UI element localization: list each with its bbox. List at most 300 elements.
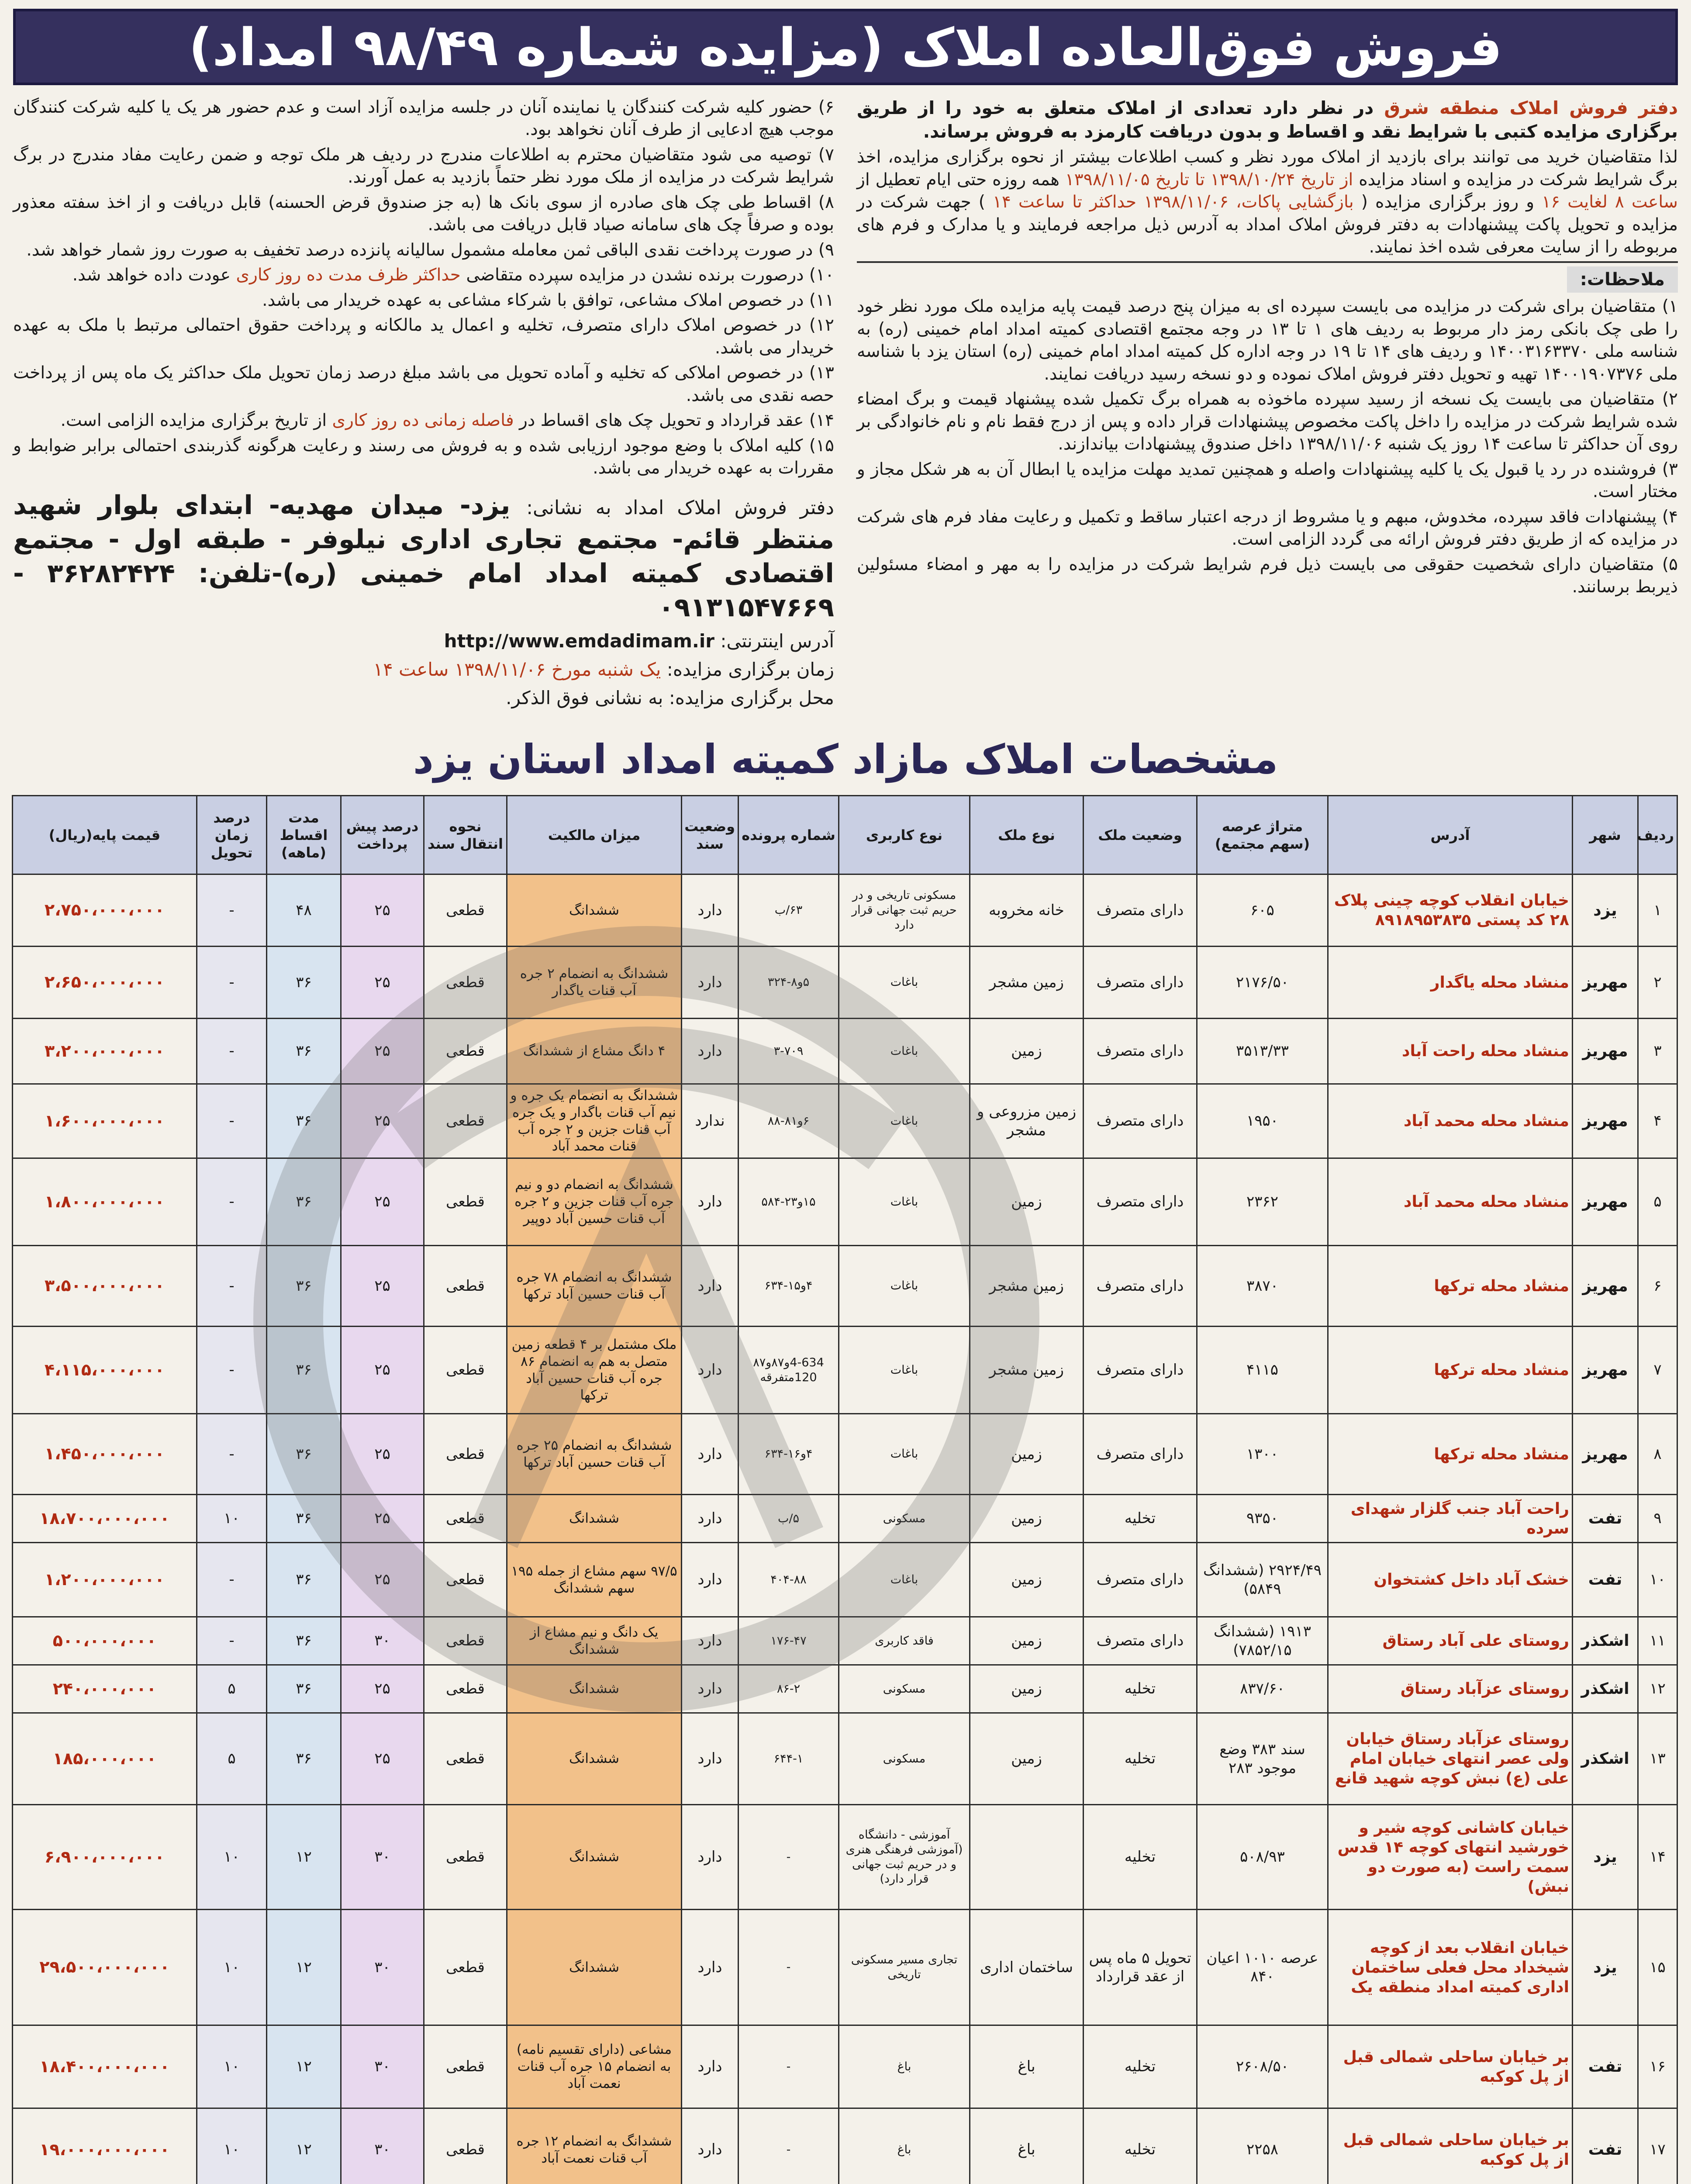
cell-n: ۶ bbox=[1638, 1246, 1677, 1327]
cell-n: ۱۱ bbox=[1638, 1617, 1677, 1665]
column-header: قیمت پایه(ریال) bbox=[13, 796, 197, 874]
cell-transfer: قطعی bbox=[424, 1665, 507, 1713]
cell-status: تخلیه bbox=[1084, 1805, 1197, 1910]
cell-status: دارای متصرف bbox=[1084, 947, 1197, 1019]
cell-type: زمین مزروعی و مشجر bbox=[970, 1084, 1084, 1158]
cell-pre: ۳۰ bbox=[341, 1910, 424, 2025]
cell-deliv: ۱۰ bbox=[197, 2025, 267, 2108]
cell-pre: ۲۵ bbox=[341, 1543, 424, 1617]
term-14-b: از تاریخ برگزاری مزایده الزامی است. bbox=[60, 411, 327, 431]
cell-city: مهریز bbox=[1573, 1414, 1638, 1495]
term-14 bbox=[13, 409, 834, 432]
cell-pre: ۲۵ bbox=[341, 1019, 424, 1084]
cell-n: ۱۴ bbox=[1638, 1805, 1677, 1910]
cell-status: دارای متصرف bbox=[1084, 1543, 1197, 1617]
note-3: ۳) فروشنده در رد یا قبول یک یا کلیه پیشنهادات واصله و همچنین تمدید مهلت مزایده یا ابطال آن به هر شکل مجاز و مختار است. bbox=[857, 459, 1678, 502]
column-header: درصد پیش پرداخت bbox=[341, 796, 424, 874]
table-row bbox=[13, 1158, 1677, 1246]
cell-addr: منشاد محله راحت آباد bbox=[1328, 1019, 1573, 1084]
cell-own: ششدانگ bbox=[507, 1805, 682, 1910]
cell-pre: ۲۵ bbox=[341, 1665, 424, 1713]
cell-use: فاقد کاربری bbox=[839, 1617, 970, 1665]
cell-area: ۳۸۷۰ bbox=[1197, 1246, 1328, 1327]
cell-addr: خشک آباد داخل کشتخوان bbox=[1328, 1543, 1573, 1617]
cell-transfer: قطعی bbox=[424, 2108, 507, 2184]
cell-deed: دارد bbox=[682, 2025, 739, 2108]
table-row bbox=[13, 1543, 1677, 1617]
cell-pre: ۲۵ bbox=[341, 947, 424, 1019]
cell-deliv: - bbox=[197, 1327, 267, 1414]
cell-addr: منشاد محله محمد آباد bbox=[1328, 1158, 1573, 1246]
cell-type: باغ bbox=[970, 2025, 1084, 2108]
cell-pre: ۲۵ bbox=[341, 1084, 424, 1158]
cell-n: ۲ bbox=[1638, 947, 1677, 1019]
cell-city: مهریز bbox=[1573, 1019, 1638, 1084]
cell-pre: ۲۵ bbox=[341, 1713, 424, 1805]
cell-addr: روستای عزآباد رستاق خیابان ولی عصر انتهای خیابان امام علی (ع) نبش کوچه شهید قانع bbox=[1328, 1713, 1573, 1805]
table-title: مشخصات املاک مازاد کمیته امداد استان یزد bbox=[413, 736, 1278, 783]
cell-deliv: ۱۰ bbox=[197, 1805, 267, 1910]
cell-file: ۶۴۴-۱ bbox=[739, 1713, 839, 1805]
cell-city: مهریز bbox=[1573, 1246, 1638, 1327]
cell-type: باغ bbox=[970, 2108, 1084, 2184]
cell-months: ۱۲ bbox=[267, 2108, 341, 2184]
cell-own: ششدانگ به انضمام دو و نیم جره آب قنات جزین و ۲ جره آب قنات حسین آباد دوپیر bbox=[507, 1158, 682, 1246]
cell-deed: دارد bbox=[682, 1543, 739, 1617]
cell-type: زمین bbox=[970, 1543, 1084, 1617]
table-row bbox=[13, 2108, 1677, 2184]
cell-price: ۱۸،۴۰۰،۰۰۰،۰۰۰ bbox=[13, 2025, 197, 2108]
cell-price: ۶،۹۰۰،۰۰۰،۰۰۰ bbox=[13, 1805, 197, 1910]
intro-rest: در نظر دارد تعدادی از املاک متعلق به خود را از طریق برگزاری مزایده کتبی با شرایط نقد و اقساط و بدون دریافت کارمزد به فروش برساند. bbox=[857, 97, 1678, 142]
intro-paragraph-2 bbox=[857, 146, 1678, 258]
cell-months: ۴۸ bbox=[267, 874, 341, 947]
cell-price: ۲،۷۵۰،۰۰۰،۰۰۰ bbox=[13, 874, 197, 947]
cell-deed: دارد bbox=[682, 1910, 739, 2025]
cell-deliv: ۵ bbox=[197, 1713, 267, 1805]
cell-months: ۳۶ bbox=[267, 1665, 341, 1713]
cell-pre: ۳۰ bbox=[341, 2025, 424, 2108]
cell-transfer: قطعی bbox=[424, 1910, 507, 2025]
cell-price: ۱،۸۰۰،۰۰۰،۰۰۰ bbox=[13, 1158, 197, 1246]
cell-deed: دارد bbox=[682, 2108, 739, 2184]
cell-use: باغات bbox=[839, 1543, 970, 1617]
cell-transfer: قطعی bbox=[424, 947, 507, 1019]
property-table-wrap bbox=[13, 795, 1678, 2184]
cell-area: ۶۰۵ bbox=[1197, 874, 1328, 947]
cell-use: باغات bbox=[839, 1084, 970, 1158]
cell-status: دارای متصرف bbox=[1084, 1246, 1197, 1327]
cell-deed: دارد bbox=[682, 874, 739, 947]
cell-status: تخلیه bbox=[1084, 2025, 1197, 2108]
cell-n: ۱۵ bbox=[1638, 1910, 1677, 2025]
cell-price: ۱،۴۵۰،۰۰۰،۰۰۰ bbox=[13, 1414, 197, 1495]
cell-area: ۸۳۷/۶۰ bbox=[1197, 1665, 1328, 1713]
table-row bbox=[13, 1327, 1677, 1414]
cell-status: تخلیه bbox=[1084, 2108, 1197, 2184]
cell-area: ۹۳۵۰ bbox=[1197, 1495, 1328, 1543]
cell-use: باغات bbox=[839, 1019, 970, 1084]
intro-p2-c: و روز برگزاری مزایده ( bbox=[1361, 192, 1535, 212]
cell-area: ۳۵۱۳/۳۳ bbox=[1197, 1019, 1328, 1084]
contact-time bbox=[13, 657, 834, 681]
cell-type: زمین مشجر bbox=[970, 1246, 1084, 1327]
time-value: یک شنبه مورخ ۱۳۹۸/۱۱/۰۶ ساعت ۱۴ bbox=[373, 658, 661, 680]
cell-city: تفت bbox=[1573, 1543, 1638, 1617]
cell-months: ۳۶ bbox=[267, 1246, 341, 1327]
cell-file: ۶۳/ب bbox=[739, 874, 839, 947]
cell-city: یزد bbox=[1573, 1910, 1638, 2025]
column-header: وضعیت سند bbox=[682, 796, 739, 874]
cell-months: ۳۶ bbox=[267, 1158, 341, 1246]
cell-area: ۲۱۷۶/۵۰ bbox=[1197, 947, 1328, 1019]
table-row bbox=[13, 1805, 1677, 1910]
cell-transfer: قطعی bbox=[424, 1327, 507, 1414]
term-10-b: عودت داده خواهد شد. bbox=[72, 265, 231, 285]
cell-own: ششدانگ bbox=[507, 1495, 682, 1543]
cell-pre: ۳۰ bbox=[341, 1617, 424, 1665]
cell-file: - bbox=[739, 1805, 839, 1910]
cell-own: ششدانگ به انضمام ۲۵ جره آب قنات حسین آباد ترکها bbox=[507, 1414, 682, 1495]
cell-addr: منشاد محله ترکها bbox=[1328, 1246, 1573, 1327]
cell-city: مهریز bbox=[1573, 1084, 1638, 1158]
cell-price: ۵۰۰،۰۰۰،۰۰۰ bbox=[13, 1617, 197, 1665]
cell-deed: دارد bbox=[682, 1805, 739, 1910]
cell-deliv: - bbox=[197, 1084, 267, 1158]
top-text-area bbox=[13, 96, 1678, 721]
cell-pre: ۲۵ bbox=[341, 874, 424, 947]
column-header: وضعیت ملک bbox=[1084, 796, 1197, 874]
cell-transfer: قطعی bbox=[424, 1617, 507, 1665]
term-11: ۱۱) در خصوص املاک مشاعی، توافق با شرکاء مشاعی به عهده خریدار می باشد. bbox=[262, 290, 834, 310]
cell-status: تخلیه bbox=[1084, 1495, 1197, 1543]
cell-file: ۸۶-۲ bbox=[739, 1665, 839, 1713]
table-row bbox=[13, 1246, 1677, 1327]
cell-addr: راحت آباد جنب گلزار شهدای سرده bbox=[1328, 1495, 1573, 1543]
cell-file: ۵و۸-۳۲۴ bbox=[739, 947, 839, 1019]
cell-file: - bbox=[739, 2108, 839, 2184]
cell-file: ۱۵و۲۳-۵۸۴ bbox=[739, 1158, 839, 1246]
cell-price: ۲۹،۵۰۰،۰۰۰،۰۰۰ bbox=[13, 1910, 197, 2025]
term-9: ۹) در صورت پرداخت نقدی الباقی ثمن معامله مشمول سالیانه پانزده درصد تخفیف به صورت روز شمار خواهد شد. bbox=[26, 240, 834, 260]
cell-type: ساختمان اداری bbox=[970, 1910, 1084, 2025]
cell-file: - bbox=[739, 1910, 839, 2025]
cell-transfer: قطعی bbox=[424, 1495, 507, 1543]
cell-use: مسکونی bbox=[839, 1665, 970, 1713]
cell-deed: دارد bbox=[682, 1327, 739, 1414]
cell-type: زمین bbox=[970, 1414, 1084, 1495]
cell-file: ۱۷۶-۴۷ bbox=[739, 1617, 839, 1665]
cell-file: 4-634و۸۷و۸۷ 120متفرقه bbox=[739, 1327, 839, 1414]
cell-status: دارای متصرف bbox=[1084, 874, 1197, 947]
cell-area: ۱۹۵۰ bbox=[1197, 1084, 1328, 1158]
cell-addr: منشاد محله ترکها bbox=[1328, 1327, 1573, 1414]
cell-price: ۳،۵۰۰،۰۰۰،۰۰۰ bbox=[13, 1246, 197, 1327]
column-header: نوع کاربری bbox=[839, 796, 970, 874]
cell-deliv: ۵ bbox=[197, 1665, 267, 1713]
cell-type: زمین bbox=[970, 1158, 1084, 1246]
cell-n: ۳ bbox=[1638, 1019, 1677, 1084]
cell-addr: بر خیابان ساحلی شمالی قبل از پل کوکبه bbox=[1328, 2108, 1573, 2184]
cell-city: مهریز bbox=[1573, 1158, 1638, 1246]
cell-addr: روستای علی آباد رستاق bbox=[1328, 1617, 1573, 1665]
cell-city: مهریز bbox=[1573, 947, 1638, 1019]
cell-months: ۳۶ bbox=[267, 1713, 341, 1805]
cell-area: ۱۹۱۳ (ششدانگ ۷۸۵۲/۱۵) bbox=[1197, 1617, 1328, 1665]
cell-file: ۵/ب bbox=[739, 1495, 839, 1543]
cell-deed: دارد bbox=[682, 1495, 739, 1543]
cell-city: تفت bbox=[1573, 1495, 1638, 1543]
cell-deed: دارد bbox=[682, 1246, 739, 1327]
cell-type: زمین bbox=[970, 1495, 1084, 1543]
cell-deed: دارد bbox=[682, 1414, 739, 1495]
intro-p2-a: لذا متقاضیان خرید می توانند برای بازدید از املاک مورد نظر و کسب اطلاعات بیشتر از نحوه برگزاری مزایده، اخذ برگ شرایط شرکت در مزایده و اسناد مزایده bbox=[857, 147, 1678, 190]
column-header: میزان مالکیت bbox=[507, 796, 682, 874]
cell-use: مسکونی bbox=[839, 1713, 970, 1805]
terms-column bbox=[13, 96, 834, 721]
site-link[interactable]: http://www.emdadimam.ir bbox=[444, 630, 714, 652]
contact-block bbox=[13, 488, 834, 710]
cell-price: ۱۹،۰۰۰،۰۰۰،۰۰۰ bbox=[13, 2108, 197, 2184]
cell-city: مهریز bbox=[1573, 1327, 1638, 1414]
cell-area: ۲۳۶۲ bbox=[1197, 1158, 1328, 1246]
cell-type: زمین bbox=[970, 1617, 1084, 1665]
intro-p2-open: بازگشایی پاکات، ۱۳۹۸/۱۱/۰۶ حداکثر تا ساعت ۱۴ bbox=[992, 192, 1354, 212]
term-10-hl: حداکثر ظرف مدت ده روز کاری bbox=[236, 265, 461, 285]
term-14-a: ۱۴) عقد قرارداد و تحویل چک های اقساط در bbox=[519, 411, 834, 431]
cell-months: ۳۶ bbox=[267, 1414, 341, 1495]
contact-site bbox=[13, 629, 834, 653]
cell-transfer: قطعی bbox=[424, 874, 507, 947]
cell-months: ۳۶ bbox=[267, 1084, 341, 1158]
cell-use: باغات bbox=[839, 1414, 970, 1495]
table-row bbox=[13, 1414, 1677, 1495]
cell-deliv: - bbox=[197, 1158, 267, 1246]
cell-months: ۳۶ bbox=[267, 1327, 341, 1414]
cell-own: ملک مشتمل بر ۴ قطعه زمین متصل به هم به انضمام ۸۶ جره آب قنات حسین آباد ترکها bbox=[507, 1327, 682, 1414]
cell-addr: منشاد محله ترکها bbox=[1328, 1414, 1573, 1495]
cell-own: ششدانگ bbox=[507, 874, 682, 947]
cell-use: مسکونی bbox=[839, 1495, 970, 1543]
cell-use: آموزشی - دانشگاه (آموزشی فرهنگی هنری و در حریم ثبت جهانی قرار دارد) bbox=[839, 1805, 970, 1910]
column-header: نحوه انتقال سند bbox=[424, 796, 507, 874]
contact-place bbox=[13, 686, 834, 710]
term-10 bbox=[13, 264, 834, 286]
cell-status: دارای متصرف bbox=[1084, 1158, 1197, 1246]
cell-deed: ندارد bbox=[682, 1084, 739, 1158]
cell-n: ۱۶ bbox=[1638, 2025, 1677, 2108]
cell-deliv: - bbox=[197, 947, 267, 1019]
cell-price: ۱،۲۰۰،۰۰۰،۰۰۰ bbox=[13, 1543, 197, 1617]
cell-status: دارای متصرف bbox=[1084, 1084, 1197, 1158]
cell-deliv: - bbox=[197, 1414, 267, 1495]
cell-deed: دارد bbox=[682, 1158, 739, 1246]
cell-price: ۱،۶۰۰،۰۰۰،۰۰۰ bbox=[13, 1084, 197, 1158]
cell-type: زمین bbox=[970, 1019, 1084, 1084]
column-header: ردیف bbox=[1638, 796, 1677, 874]
cell-area: عرصه ۱۰۱۰ اعیان ۸۴۰ bbox=[1197, 1910, 1328, 2025]
term-12: ۱۲) در خصوص املاک دارای متصرف، تخلیه و اعمال ید مالکانه و پرداخت حقوق احتمالی مرتبط با ملک به عهده خریدار می باشد. bbox=[13, 315, 834, 358]
cell-file: ۳-۷۰۹ bbox=[739, 1019, 839, 1084]
cell-deliv: - bbox=[197, 1617, 267, 1665]
cell-area: ۵۰۸/۹۳ bbox=[1197, 1805, 1328, 1910]
cell-use: مسکونی تاریخی و در حریم ثبت جهانی قرار دارد bbox=[839, 874, 970, 947]
cell-months: ۳۶ bbox=[267, 1495, 341, 1543]
intro-p2-b: همه روزه حتی ایام تعطیل از bbox=[857, 169, 1059, 190]
table-row bbox=[13, 1495, 1677, 1543]
cell-area: ۱۳۰۰ bbox=[1197, 1414, 1328, 1495]
cell-months: ۳۶ bbox=[267, 1543, 341, 1617]
cell-own: ۴ دانگ مشاع از ششدانگ bbox=[507, 1019, 682, 1084]
cell-price: ۲،۶۵۰،۰۰۰،۰۰۰ bbox=[13, 947, 197, 1019]
cell-addr: بر خیابان ساحلی شمالی قبل از پل کوکبه bbox=[1328, 2025, 1573, 2108]
cell-addr: روستای عزآباد رستاق bbox=[1328, 1665, 1573, 1713]
cell-deed: دارد bbox=[682, 1713, 739, 1805]
contact-address-text: یزد- میدان مهدیه- ابتدای بلوار شهید منتظر قائم- مجتمع تجاری اداری نیلوفر - طبقه اول - مجتمع اقتصادی کمیته امداد امام خمینی (ره)-تلفن: ۳۶۲۸۲۴۲۴ - ۰۹۱۳۱۵۴۷۶۶۹ bbox=[13, 490, 834, 623]
banner bbox=[13, 9, 1678, 85]
cell-file: ۶و۸۱-۸۸ bbox=[739, 1084, 839, 1158]
cell-price: ۴،۱۱۵،۰۰۰،۰۰۰ bbox=[13, 1327, 197, 1414]
cell-n: ۴ bbox=[1638, 1084, 1677, 1158]
cell-use: باغات bbox=[839, 1246, 970, 1327]
cell-area: ۲۶۰۸/۵۰ bbox=[1197, 2025, 1328, 2108]
cell-deliv: ۱۰ bbox=[197, 2108, 267, 2184]
intro-p2-time: ساعت ۸ لغایت ۱۶ bbox=[1542, 192, 1678, 212]
table-row bbox=[13, 1019, 1677, 1084]
cell-area: سند ۳۸۳ وضع موجود ۲۸۳ bbox=[1197, 1713, 1328, 1805]
cell-pre: ۲۵ bbox=[341, 1495, 424, 1543]
cell-deliv: ۱۰ bbox=[197, 1495, 267, 1543]
cell-months: ۱۲ bbox=[267, 2025, 341, 2108]
table-row bbox=[13, 1713, 1677, 1805]
note-2: ۲) متقاضیان می بایست یک نسخه از رسید سپرده ماخوذه به همراه برگ تکمیل شده پیشنهاد قیمت و برگ امضاء شده شرایط شرکت در مزایده را داخل پاکت مخصوص پیشنهادات قرار داده و پس از درج فقط نام و نام خانوادگی بر روی آن حداکثر تا ساعت ۱۴ روز یک شنبه ۱۳۹۸/۱۱/۰۶ داخل صندوق پیشنهادات بیاندازند. bbox=[857, 389, 1678, 454]
cell-file: ۴و۱۵-۶۳۴ bbox=[739, 1246, 839, 1327]
cell-status: تخلیه bbox=[1084, 1713, 1197, 1805]
cell-addr: خیابان کاشانی کوچه شیر و خورشید انتهای کوچه ۱۴ قدس سمت راست (به صورت دو نبش) bbox=[1328, 1805, 1573, 1910]
cell-months: ۱۲ bbox=[267, 1805, 341, 1910]
cell-addr: خیابان انقلاب کوچه چینی پلاک ۲۸ کد پستی ۸۹۱۸۹۵۳۸۳۵ bbox=[1328, 874, 1573, 947]
cell-use: باغات bbox=[839, 947, 970, 1019]
cell-own: ششدانگ به انضمام ۷۸ جره آب قنات حسین آباد ترکها bbox=[507, 1246, 682, 1327]
cell-price: ۳،۲۰۰،۰۰۰،۰۰۰ bbox=[13, 1019, 197, 1084]
note-1: ۱) متقاضیان برای شرکت در مزایده می بایست سپرده ای به میزان پنج درصد قیمت پایه مزایده ملک مورد نظر خود را طی چک بانکی رمز دار مربوط به ردیف های ۱ تا ۱۳ در وجه مجتمع اقتصادی کمیته امداد امام خمینی (ره) به شناسه ملی ۱۴۰۰۳۱۶۳۳۷۰ و ردیف های ۱۴ تا ۱۹ در وجه اداره کل کمیته امداد امام خمینی (ره) استان یزد با شناسه ملی ۱۴۰۰۱۹۰۷۳۷۶ تهیه و تحویل دفتر فروش املاک نموده و دو نسخه رسید دریافت نمایند. bbox=[857, 297, 1678, 384]
column-header: متراژ عرصه (سهم مجتمع) bbox=[1197, 796, 1328, 874]
cell-status: دارای متصرف bbox=[1084, 1414, 1197, 1495]
contact-address bbox=[13, 488, 834, 625]
cell-transfer: قطعی bbox=[424, 1543, 507, 1617]
cell-n: ۹ bbox=[1638, 1495, 1677, 1543]
site-label: آدرس اینترنتی: bbox=[720, 630, 834, 652]
cell-addr: منشاد محله یاگدار bbox=[1328, 947, 1573, 1019]
notes-label: ملاحظات: bbox=[1567, 266, 1678, 293]
cell-use: باغ bbox=[839, 2025, 970, 2108]
cell-addr: منشاد محله محمد آباد bbox=[1328, 1084, 1573, 1158]
cell-deliv: - bbox=[197, 1246, 267, 1327]
cell-own: ششدانگ به انضمام ۱۲ جره آب قنات نعمت آباد bbox=[507, 2108, 682, 2184]
cell-area: ۴۱۱۵ bbox=[1197, 1327, 1328, 1414]
cell-pre: ۳۰ bbox=[341, 2108, 424, 2184]
cell-n: ۱۲ bbox=[1638, 1665, 1677, 1713]
cell-city: یزد bbox=[1573, 874, 1638, 947]
cell-type bbox=[970, 1805, 1084, 1910]
cell-deliv: ۱۰ bbox=[197, 1910, 267, 2025]
cell-transfer: قطعی bbox=[424, 1158, 507, 1246]
cell-status: دارای متصرف bbox=[1084, 1327, 1197, 1414]
cell-deed: دارد bbox=[682, 1617, 739, 1665]
cell-own: ۹۷/۵ سهم مشاع از جمله ۱۹۵ سهم ششدانگ bbox=[507, 1543, 682, 1617]
cell-status: دارای متصرف bbox=[1084, 1617, 1197, 1665]
place-label: محل برگزاری مزایده: bbox=[669, 687, 834, 709]
time-label: زمان برگزاری مزایده: bbox=[666, 658, 834, 680]
cell-n: ۷ bbox=[1638, 1327, 1677, 1414]
table-body bbox=[13, 874, 1677, 2184]
cell-months: ۳۶ bbox=[267, 1019, 341, 1084]
cell-transfer: قطعی bbox=[424, 1019, 507, 1084]
cell-pre: ۲۵ bbox=[341, 1246, 424, 1327]
banner-title: فروش فوق‌العاده املاک (مزایده شماره ۹۸/۴۹ امداد) bbox=[189, 17, 1502, 77]
cell-own: یک دانگ و نیم مشاع از ششدانگ bbox=[507, 1617, 682, 1665]
cell-n: ۱۰ bbox=[1638, 1543, 1677, 1617]
cell-transfer: قطعی bbox=[424, 1246, 507, 1327]
cell-own: مشاعی (دارای تقسیم نامه) به انضمام ۱۵ جره آب قنات نعمت آباد bbox=[507, 2025, 682, 2108]
cell-months: ۱۲ bbox=[267, 1910, 341, 2025]
intro-column bbox=[857, 96, 1678, 721]
cell-type: زمین bbox=[970, 1713, 1084, 1805]
column-header: نوع ملک bbox=[970, 796, 1084, 874]
table-header-row bbox=[13, 796, 1677, 874]
cell-use: تجاری مسیر مسکونی تاریخی bbox=[839, 1910, 970, 2025]
cell-use: باغات bbox=[839, 1158, 970, 1246]
cell-n: ۱ bbox=[1638, 874, 1677, 947]
cell-deed: دارد bbox=[682, 1019, 739, 1084]
intro-p2-date: از تاریخ ۱۳۹۸/۱۰/۲۴ تا تاریخ ۱۳۹۸/۱۱/۰۵ bbox=[1065, 169, 1353, 190]
cell-n: ۸ bbox=[1638, 1414, 1677, 1495]
cell-addr: خیابان انقلاب بعد از کوچه شیخداد محل فعلی ساختمان اداری کمیته امداد منطقه یک bbox=[1328, 1910, 1573, 2025]
cell-deliv: - bbox=[197, 1543, 267, 1617]
term-7: ۷) توصیه می شود متقاضیان محترم به اطلاعات مندرج در ردیف هر ملک توجه و ضمن رعایت مفاد مندرج در برگ شرایط شرکت در مزایده از ملک مورد نظر حتماً بازدید به عمل آورند. bbox=[13, 145, 834, 187]
notes-divider bbox=[857, 261, 1678, 263]
cell-type: زمین bbox=[970, 1665, 1084, 1713]
cell-own: ششدانگ bbox=[507, 1713, 682, 1805]
note-5: ۵) متقاضیان دارای شخصیت حقوقی می بایست ذیل فرم شرایط شرکت در مزایده را به مهر و امضاء مسئولین ذیربط برسانند. bbox=[857, 554, 1678, 597]
cell-deliv: - bbox=[197, 874, 267, 947]
cell-file: ۴۰۴-۸۸ bbox=[739, 1543, 839, 1617]
cell-transfer: قطعی bbox=[424, 1805, 507, 1910]
cell-status: تحویل ۵ ماه پس از عقد قرارداد bbox=[1084, 1910, 1197, 2025]
table-row bbox=[13, 1617, 1677, 1665]
cell-type: خانه مخروبه bbox=[970, 874, 1084, 947]
page bbox=[13, 9, 1678, 2184]
cell-status: دارای متصرف bbox=[1084, 1019, 1197, 1084]
cell-type: زمین مشجر bbox=[970, 1327, 1084, 1414]
cell-transfer: قطعی bbox=[424, 1713, 507, 1805]
cell-deliv: - bbox=[197, 1019, 267, 1084]
cell-pre: ۲۵ bbox=[341, 1327, 424, 1414]
cell-use: باغات bbox=[839, 1327, 970, 1414]
note-4: ۴) پیشنهادات فاقد سپرده، مخدوش، مبهم و یا مشروط از درجه اعتبار ساقط و تکمیل و رعایت مفاد فرم های شرکت در مزایده که از طریق دفتر فروش ارائه می گردد الزامی است. bbox=[857, 507, 1678, 549]
intro-p2-d: ) جهت شرکت در مزایده و تحویل پاکت پیشنهادات به دفتر فروش املاک امداد به آدرس ذیل مراجعه فرمایند و یا مدارک و فرم های مربوطه را از سایت معرفی شده اخذ نمایند. bbox=[857, 192, 1678, 257]
term-14-hl: فاصله زمانی ده روز کاری bbox=[332, 411, 514, 431]
cell-pre: ۲۵ bbox=[341, 1158, 424, 1246]
cell-type: زمین مشجر bbox=[970, 947, 1084, 1019]
cell-price: ۱۸،۷۰۰،۰۰۰،۰۰۰ bbox=[13, 1495, 197, 1543]
cell-deed: دارد bbox=[682, 947, 739, 1019]
contact-address-lead: دفتر فروش املاک امداد به نشانی: bbox=[526, 496, 834, 519]
cell-n: ۱۷ bbox=[1638, 2108, 1677, 2184]
cell-price: ۲۴۰،۰۰۰،۰۰۰ bbox=[13, 1665, 197, 1713]
cell-pre: ۲۵ bbox=[341, 1414, 424, 1495]
table-row bbox=[13, 1084, 1677, 1158]
